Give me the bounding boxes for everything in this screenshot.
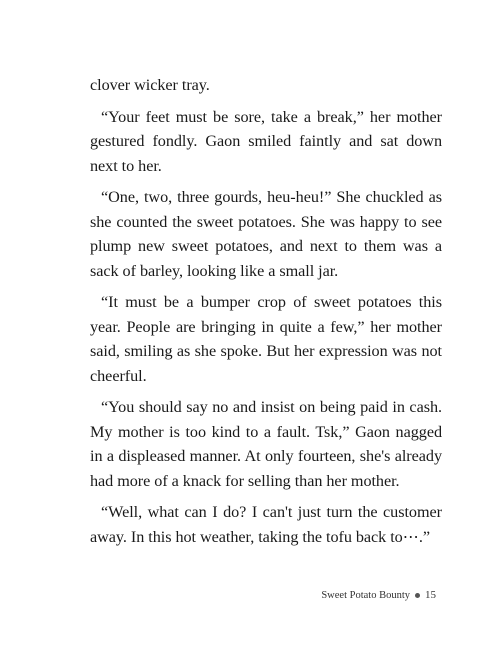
- page-footer: [321, 589, 436, 601]
- bullet-separator-icon: [415, 593, 420, 598]
- running-title: Sweet Potato Bounty: [321, 589, 410, 601]
- paragraph-1: clover wicker tray.: [90, 76, 210, 94]
- paragraph-2: “Your feet must be sore, take a break,” her mother gestured fondly. Gaon smiled faintly and sat down next to her.: [90, 107, 442, 175]
- page-number: 15: [425, 589, 436, 601]
- paragraph-6: “Well, what can I do? I can't just turn the customer away. In this hot weather, taking the tofu back to⋯.”: [90, 503, 442, 546]
- paragraph-5: “You should say no and insist on being paid in cash. My mother is too kind to a fault. Tsk,” Gaon nagged in a displeased manner. At only fourteen, she's already had more of a knack for selling than her mother.: [90, 398, 442, 490]
- paragraph-4: “It must be a bumper crop of sweet potatoes this year. People are bringing in quite a few,” her mother said, smiling as she spoke. But her expression was not cheerful.: [90, 293, 442, 385]
- paragraph-3: “One, two, three gourds, heu-heu!” She chuckled as she counted the sweet potatoes. She was happy to see plump new sweet potatoes, and next to them was a sack of barley, looking like a small jar.: [90, 188, 442, 280]
- body-text: [90, 73, 442, 556]
